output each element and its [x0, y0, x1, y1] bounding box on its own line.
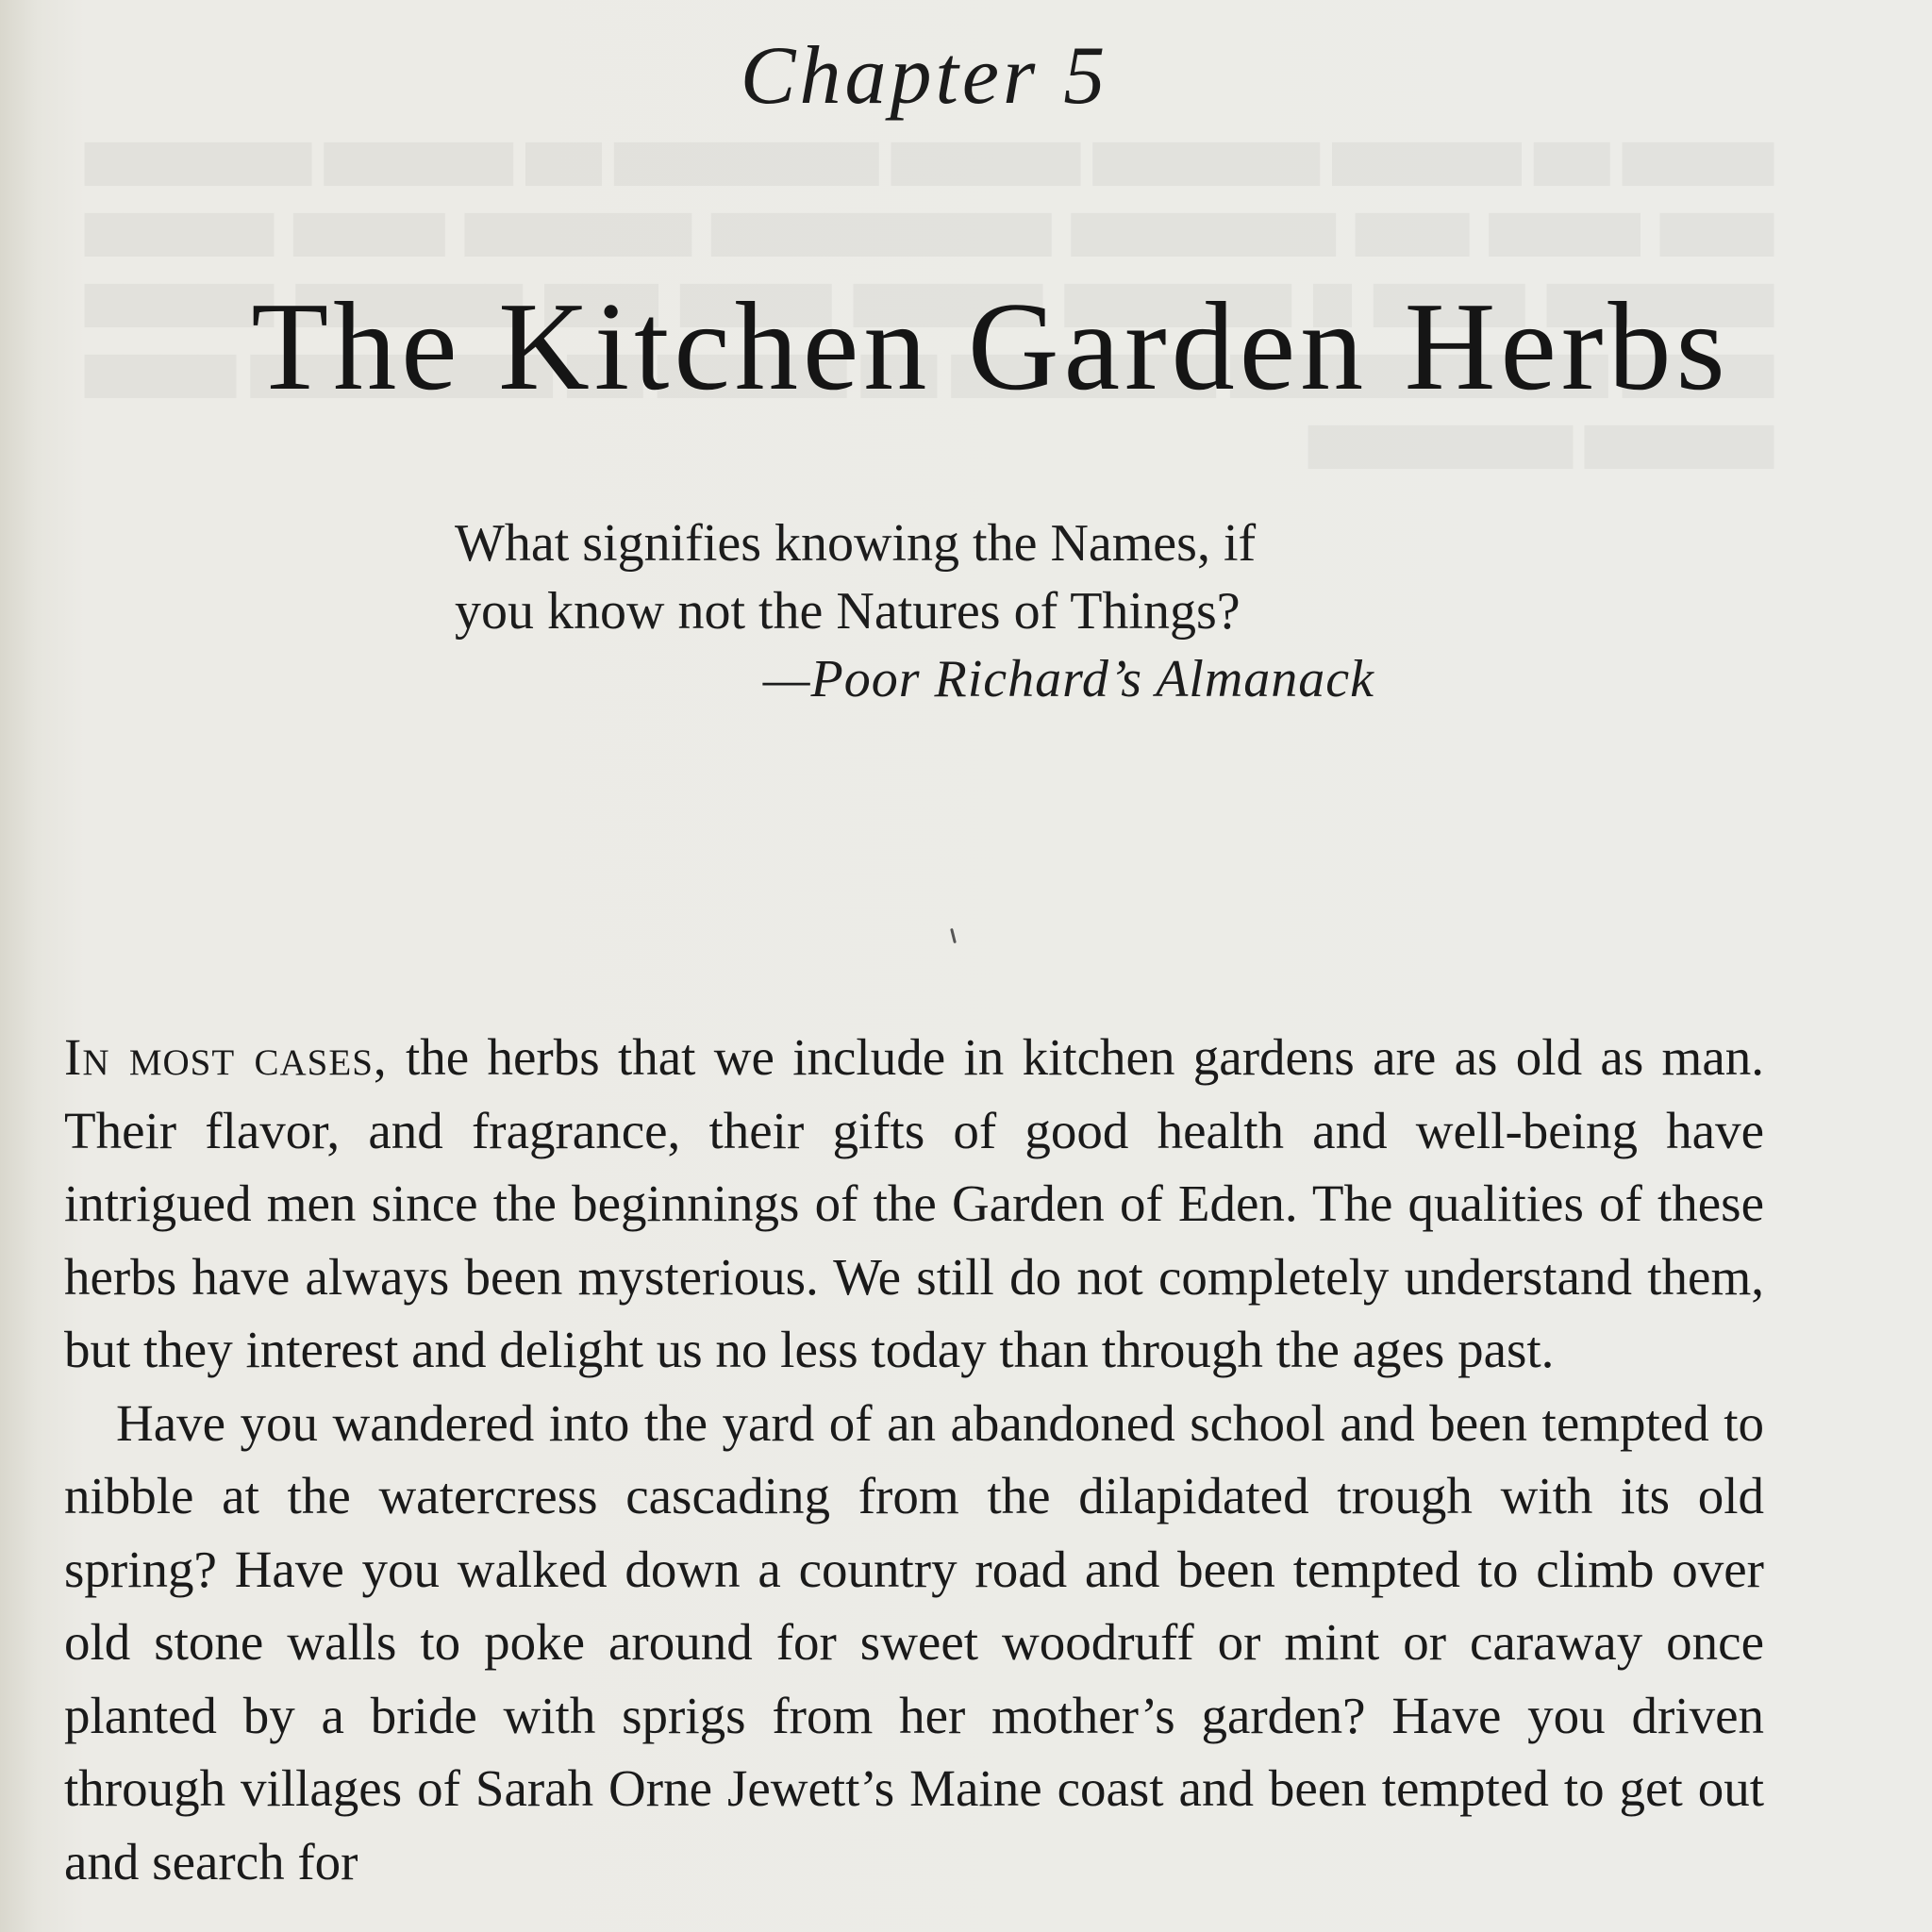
chapter-title: The Kitchen Garden Herbs — [251, 276, 1730, 416]
paragraph-lead-smallcaps: In most cases, — [64, 1028, 388, 1086]
epigraph-source: —Poor Richard’s Almanack — [762, 650, 1374, 708]
paper-speck — [950, 928, 957, 943]
paragraph-2: Have you wandered into the yard of an abandoned school and been tempted to nibble at the watercress cascading from the dilapidated trough with its old spring? Have you walked down a country road and been tempted to climb over old stone walls to poke around for sweet woodruff or mint or caraway once planted by a bride with sprigs from her mother’s garden? Have you driven through villages of Sarah Orne Jewett’s Maine coast and been tempted to get out and search for — [64, 1393, 1764, 1890]
chapter-label: Chapter 5 — [740, 30, 1109, 122]
epigraph — [455, 509, 1374, 713]
paragraph-1 — [64, 1021, 1764, 1387]
body-text — [64, 1021, 1764, 1898]
paragraph-1-text: the herbs that we include in kitchen gardens are as old as man. Their flavor, and fragrance, their gifts of good health and well-being have intrigued men since the beginnings of the Garden of Eden. The qualities of these herbs have always been mysterious. We still do not completely understand them, but they interest and delight us no less today than through the ages past. — [64, 1028, 1765, 1378]
epigraph-line-2: you know not the Natures of Things? — [455, 582, 1241, 641]
epigraph-line-1: What signifies knowing the Names, if — [455, 514, 1257, 573]
